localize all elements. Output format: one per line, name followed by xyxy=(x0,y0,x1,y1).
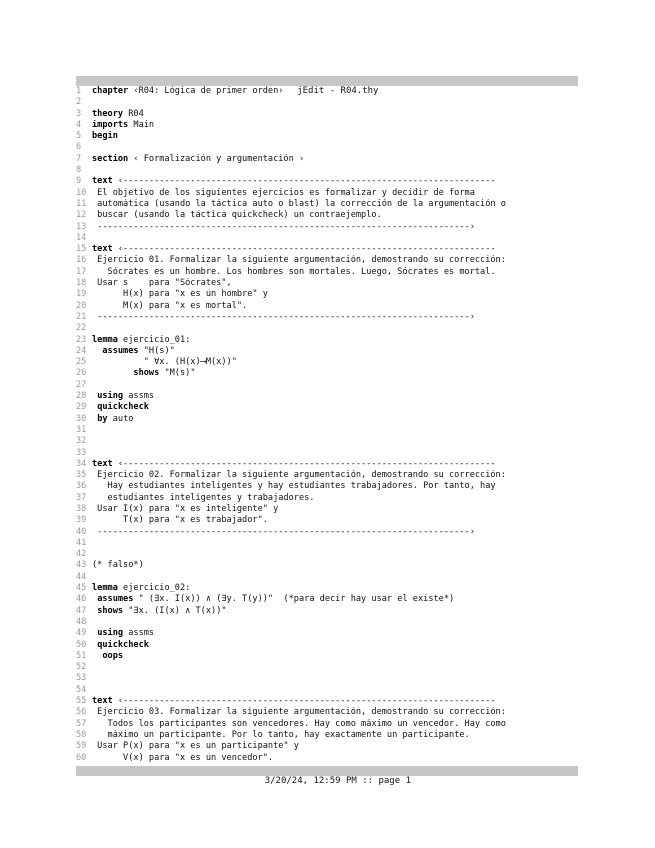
code-line xyxy=(76,199,578,210)
line-number: 58 xyxy=(76,729,87,740)
code-line xyxy=(76,696,578,707)
line-text xyxy=(92,640,578,651)
line-number: 37 xyxy=(76,492,87,503)
line-text xyxy=(92,527,578,538)
line-text xyxy=(92,368,578,379)
line-number: 42 xyxy=(76,549,87,560)
keyword: text xyxy=(92,176,113,187)
line-number: 48 xyxy=(76,616,87,627)
line-number: 2 xyxy=(76,97,82,108)
line-number: 49 xyxy=(76,628,87,639)
code-line xyxy=(76,414,578,425)
code-line xyxy=(76,267,578,278)
line-text xyxy=(92,267,578,278)
line-number: 6 xyxy=(76,142,82,153)
line-text xyxy=(92,199,578,210)
line-text xyxy=(92,346,578,357)
code-line xyxy=(76,651,578,662)
code-text: V(x) para "x es un vencedor". xyxy=(92,752,274,763)
code-line xyxy=(76,448,578,459)
line-number: 22 xyxy=(76,323,87,334)
code-line xyxy=(76,154,578,165)
line-text xyxy=(92,120,578,131)
code-line xyxy=(76,176,578,187)
line-number: 23 xyxy=(76,334,87,345)
code-text: ‹R04: Lógica de primer orden› xyxy=(128,86,284,96)
line-number: 12 xyxy=(76,210,87,221)
line-number: 5 xyxy=(76,131,82,142)
line-text xyxy=(92,707,578,718)
footer-bar xyxy=(76,766,578,786)
code-text: automática (usando la táctica auto o blast) la corrección de la argumentación o xyxy=(92,198,506,209)
code-line xyxy=(76,628,578,639)
code-line xyxy=(76,233,578,244)
line-number: 43 xyxy=(76,560,87,571)
line-text xyxy=(92,651,578,662)
code-text: H(x) para "x es un hombre" y xyxy=(92,289,268,300)
code-text: ‹------------------------------------------------------------------------ xyxy=(112,176,496,187)
code-line xyxy=(76,380,578,391)
line-number: 39 xyxy=(76,515,87,526)
code-text: Usar s para "Sócrates", xyxy=(92,278,232,289)
code-text: assms xyxy=(123,628,155,639)
code-text: "∃x. (I(x) ∧ T(x))" xyxy=(123,605,227,616)
line-number: 14 xyxy=(76,232,87,243)
code-line xyxy=(76,493,578,504)
keyword: using xyxy=(97,391,124,402)
code-listing xyxy=(76,86,578,764)
keyword: lemma xyxy=(92,334,118,345)
line-number: 40 xyxy=(76,526,87,537)
line-number: 21 xyxy=(76,311,87,322)
line-number: 30 xyxy=(76,413,87,424)
code-line xyxy=(76,470,578,481)
code-text: Usar I(x) para "x es inteligente" y xyxy=(92,503,279,514)
line-number: 13 xyxy=(76,221,87,232)
code-line xyxy=(76,560,578,571)
line-number: 53 xyxy=(76,673,87,684)
line-text xyxy=(92,312,578,323)
code-text: auto xyxy=(107,413,134,424)
keyword: using xyxy=(97,628,124,639)
line-number: 28 xyxy=(76,391,87,402)
line-text xyxy=(92,154,578,165)
keyword: assumes xyxy=(97,594,134,605)
line-text xyxy=(92,628,578,639)
line-text xyxy=(92,131,578,142)
line-number: 31 xyxy=(76,424,87,435)
code-line xyxy=(76,436,578,447)
line-text xyxy=(92,560,578,571)
line-number: 20 xyxy=(76,300,87,311)
line-text xyxy=(92,696,578,707)
code-line xyxy=(76,222,578,233)
keyword: quickcheck xyxy=(97,402,149,413)
line-number: 34 xyxy=(76,458,87,469)
keyword: text xyxy=(92,458,113,469)
code-line xyxy=(76,594,578,605)
code-line xyxy=(76,301,578,312)
line-number: 29 xyxy=(76,402,87,413)
line-text xyxy=(92,255,578,266)
line-text xyxy=(92,86,578,97)
code-text: Hay estudiantes inteligentes y hay estudiantes trabajadores. Por tanto, hay xyxy=(92,481,496,492)
line-number: 4 xyxy=(76,119,82,130)
code-text: Sócrates es un hombre. Los hombres son mortales. Luego, Sócrates es mortal. xyxy=(92,266,496,277)
line-text xyxy=(92,176,578,187)
code-line xyxy=(76,662,578,673)
code-text: Ejercicio 02. Formalizar la siguiente argumentación, demostrando su corrección: xyxy=(92,470,506,481)
line-number: 56 xyxy=(76,707,87,718)
line-text xyxy=(92,493,578,504)
line-text xyxy=(92,244,578,255)
line-text xyxy=(92,606,578,617)
line-text xyxy=(92,583,578,594)
line-number: 24 xyxy=(76,345,87,356)
code-text: ------------------------------------------------------------------------› xyxy=(92,526,475,537)
keyword: shows xyxy=(97,605,124,616)
line-number: 46 xyxy=(76,594,87,605)
keyword: lemma xyxy=(92,583,118,594)
code-text: ‹------------------------------------------------------------------------ xyxy=(112,244,496,255)
code-text: Usar P(x) para "x es un participante" y xyxy=(92,741,299,752)
code-line xyxy=(76,368,578,379)
code-text: Ejercicio 03. Formalizar la siguiente argumentación, demostrando su corrección: xyxy=(92,707,506,718)
keyword: quickcheck xyxy=(97,639,149,650)
code-text: Todos los participantes son vencedores. Hay como máximo un vencedor. Hay como xyxy=(92,718,506,729)
code-line xyxy=(76,741,578,752)
keyword: chapter xyxy=(92,86,129,96)
code-line xyxy=(76,583,578,594)
line-number: 1 xyxy=(76,86,82,96)
code-text: Main xyxy=(128,119,155,130)
line-number: 36 xyxy=(76,481,87,492)
code-line xyxy=(76,210,578,221)
line-number: 44 xyxy=(76,571,87,582)
line-number: 50 xyxy=(76,639,87,650)
line-number: 26 xyxy=(76,368,87,379)
code-line xyxy=(76,109,578,120)
code-text: máximo un participante. Por lo tanto, hay exactamente un participante. xyxy=(92,729,470,740)
code-line xyxy=(76,142,578,153)
code-text: ejercicio_02: xyxy=(117,583,191,594)
line-text xyxy=(92,357,578,368)
code-line xyxy=(76,323,578,334)
line-number: 55 xyxy=(76,696,87,707)
code-line xyxy=(76,459,578,470)
code-text: Ejercicio 01. Formalizar la siguiente argumentación, demostrando su corrección: xyxy=(92,255,506,266)
keyword: section xyxy=(92,153,129,164)
line-number: 19 xyxy=(76,289,87,300)
code-text: " (∃x. I(x)) ∧ (∃y. T(y))" (*para decir hay usar el existe*) xyxy=(133,594,455,605)
code-line xyxy=(76,730,578,741)
code-text: ‹------------------------------------------------------------------------ xyxy=(112,458,496,469)
line-text xyxy=(92,504,578,515)
print-page xyxy=(76,76,578,786)
code-text: buscar (usando la táctica quickcheck) un contraejemplo. xyxy=(92,210,382,221)
line-text xyxy=(92,222,578,233)
line-number: 60 xyxy=(76,752,87,763)
line-number: 9 xyxy=(76,176,82,187)
keyword: shows xyxy=(133,368,160,379)
code-line xyxy=(76,289,578,300)
code-text: ejercicio_01: xyxy=(117,334,191,345)
code-line xyxy=(76,86,578,97)
code-line xyxy=(76,606,578,617)
line-text xyxy=(92,753,578,764)
code-text: "H(s)" xyxy=(138,345,175,356)
line-number: 10 xyxy=(76,187,87,198)
line-text xyxy=(92,402,578,413)
line-number: 11 xyxy=(76,198,87,209)
line-number: 7 xyxy=(76,153,82,164)
line-text xyxy=(92,301,578,312)
code-line xyxy=(76,640,578,651)
code-line xyxy=(76,481,578,492)
line-text xyxy=(92,481,578,492)
line-number: 33 xyxy=(76,447,87,458)
keyword: oops xyxy=(102,650,124,661)
keyword: assumes xyxy=(102,345,139,356)
keyword: imports xyxy=(92,119,129,130)
code-line xyxy=(76,357,578,368)
keyword: by xyxy=(97,413,108,424)
code-text: M(x) para "x es mortal". xyxy=(92,300,248,311)
keyword: text xyxy=(92,696,113,707)
page-footer: 3/20/24, 12:59 PM :: page 1 xyxy=(264,775,411,786)
code-line xyxy=(76,346,578,357)
line-number: 41 xyxy=(76,537,87,548)
code-line xyxy=(76,97,578,108)
indent xyxy=(92,651,102,661)
code-text: ‹------------------------------------------------------------------------ xyxy=(112,696,496,707)
line-number: 38 xyxy=(76,503,87,514)
code-line xyxy=(76,504,578,515)
code-line xyxy=(76,707,578,718)
line-text xyxy=(92,188,578,199)
code-text: "M(s)" xyxy=(159,368,196,379)
line-number: 57 xyxy=(76,718,87,729)
code-line xyxy=(76,131,578,142)
keyword: theory xyxy=(92,108,124,119)
code-line xyxy=(76,719,578,730)
line-text xyxy=(92,741,578,752)
line-number: 17 xyxy=(76,266,87,277)
line-text xyxy=(92,515,578,526)
code-text: assms xyxy=(123,391,155,402)
code-text: R04 xyxy=(123,108,144,119)
code-line xyxy=(76,685,578,696)
code-line xyxy=(76,617,578,628)
line-number: 3 xyxy=(76,108,82,119)
code-text: ------------------------------------------------------------------------› xyxy=(92,311,475,322)
line-number: 8 xyxy=(76,165,82,176)
document-title: jEdit - R04.thy xyxy=(297,86,379,96)
code-line xyxy=(76,549,578,560)
line-text xyxy=(92,414,578,425)
line-number: 25 xyxy=(76,357,87,368)
code-text: T(x) para "x es trabajador". xyxy=(92,515,268,526)
line-number: 45 xyxy=(76,583,87,594)
line-text xyxy=(92,719,578,730)
code-text: " ∀x. (H(x)⟶M(x))" xyxy=(92,357,237,368)
line-text xyxy=(92,594,578,605)
line-text xyxy=(92,470,578,481)
line-text xyxy=(92,730,578,741)
line-text xyxy=(92,210,578,221)
code-text: (* falso*) xyxy=(92,560,144,571)
code-line xyxy=(76,673,578,684)
code-line xyxy=(76,335,578,346)
code-line xyxy=(76,515,578,526)
code-line xyxy=(76,572,578,583)
code-text: estudiantes inteligentes y trabajadores. xyxy=(92,492,315,503)
indent xyxy=(92,368,133,378)
line-text xyxy=(92,459,578,470)
code-line xyxy=(76,391,578,402)
line-text xyxy=(92,335,578,346)
indent xyxy=(92,346,102,356)
line-number: 18 xyxy=(76,278,87,289)
line-number: 47 xyxy=(76,605,87,616)
keyword: begin xyxy=(92,131,118,142)
keyword: text xyxy=(92,244,113,255)
line-number: 54 xyxy=(76,684,87,695)
line-text xyxy=(92,278,578,289)
code-line xyxy=(76,527,578,538)
line-number: 52 xyxy=(76,662,87,673)
code-text: ‹ Formalización y argumentación › xyxy=(128,153,305,164)
code-line xyxy=(76,425,578,436)
line-text xyxy=(92,109,578,120)
code-line xyxy=(76,120,578,131)
code-line xyxy=(76,312,578,323)
line-text xyxy=(92,289,578,300)
code-line xyxy=(76,278,578,289)
line-number: 27 xyxy=(76,379,87,390)
line-number: 51 xyxy=(76,650,87,661)
code-line xyxy=(76,753,578,764)
code-line xyxy=(76,538,578,549)
line-number: 16 xyxy=(76,255,87,266)
code-line xyxy=(76,244,578,255)
code-text: ------------------------------------------------------------------------› xyxy=(92,221,475,232)
line-number: 32 xyxy=(76,436,87,447)
code-line xyxy=(76,255,578,266)
line-text xyxy=(92,391,578,402)
code-line xyxy=(76,165,578,176)
code-text: El objetivo de los siguientes ejercicios es formalizar y decidir de forma xyxy=(92,187,475,198)
line-number: 59 xyxy=(76,741,87,752)
line-number: 35 xyxy=(76,470,87,481)
code-line xyxy=(76,402,578,413)
code-line xyxy=(76,188,578,199)
line-number: 15 xyxy=(76,244,87,255)
